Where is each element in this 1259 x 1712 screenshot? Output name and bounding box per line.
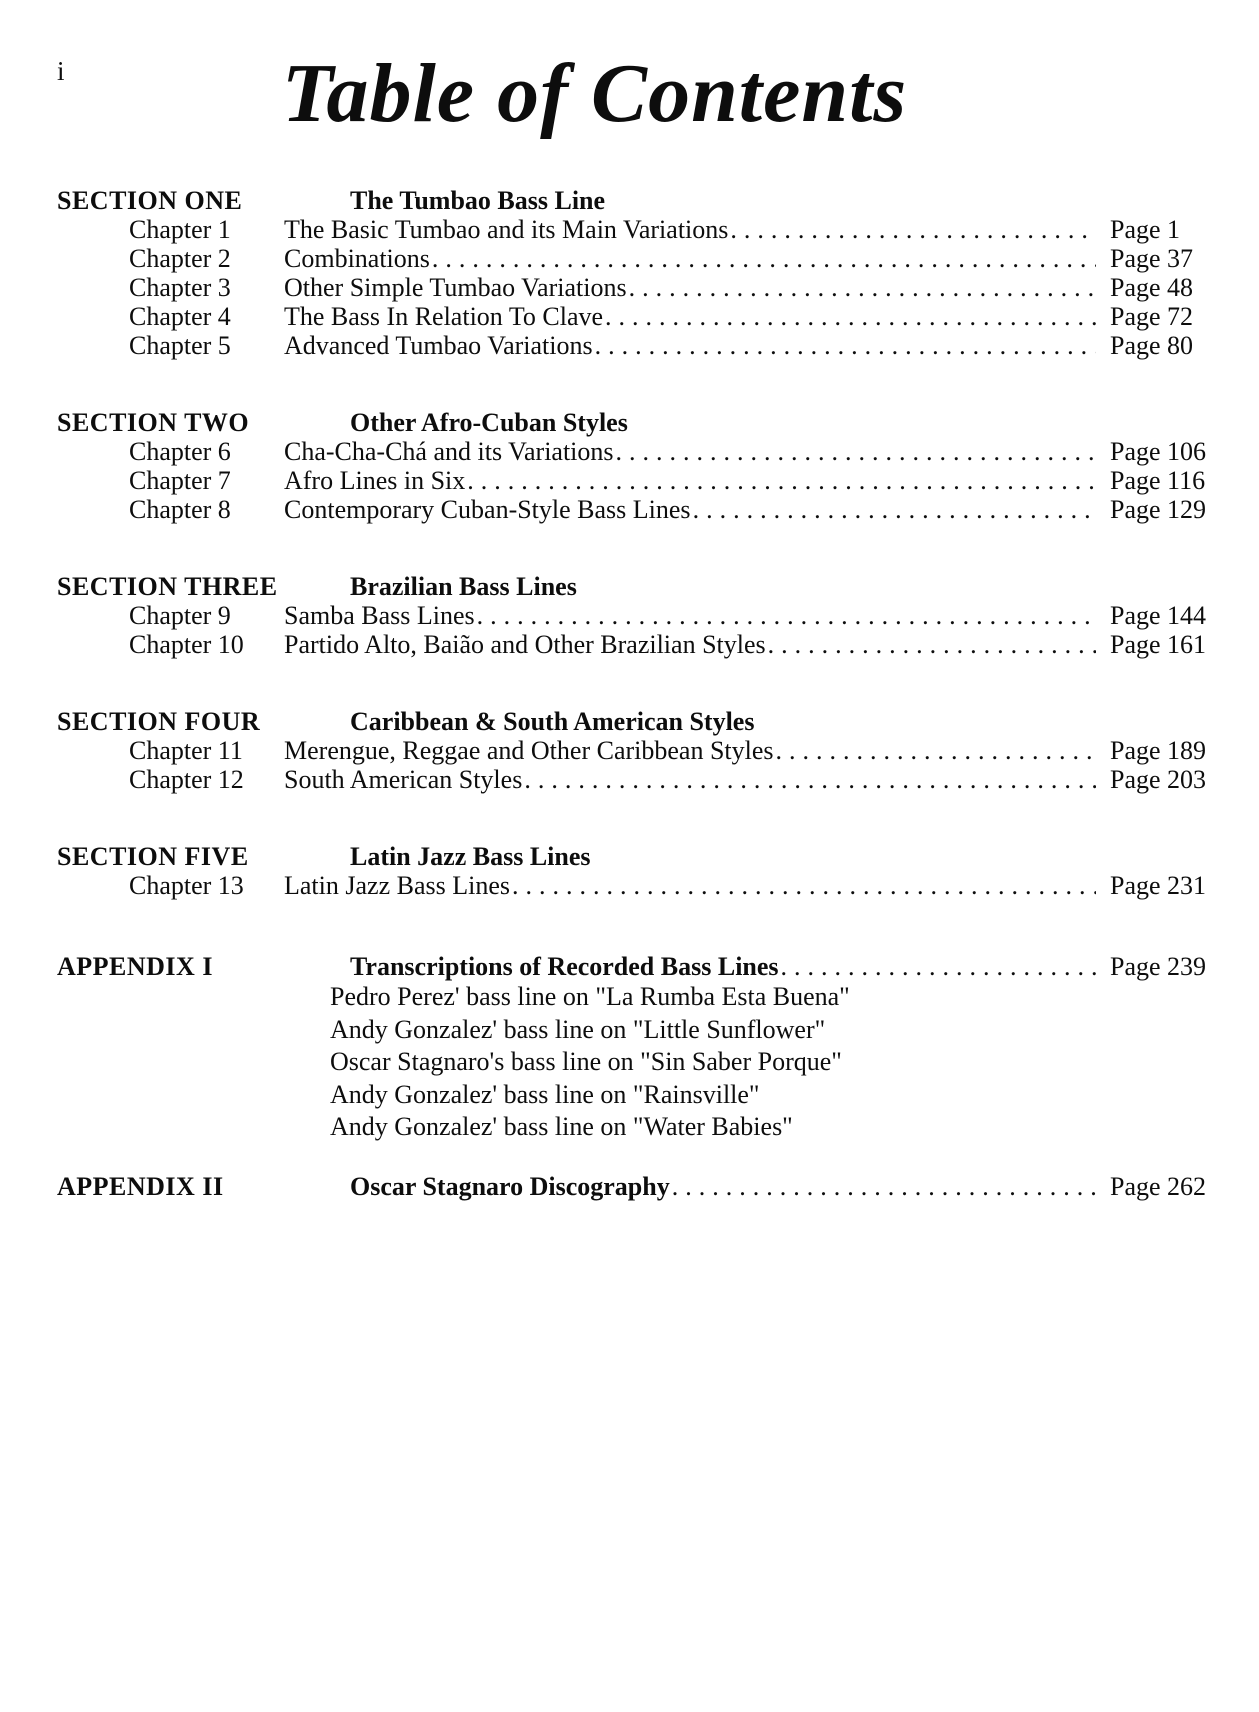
dot-leader	[524, 765, 1096, 794]
page-number: Page 129	[1110, 495, 1207, 524]
section-label: SECTION TWO	[57, 408, 250, 437]
toc-entry	[57, 630, 1210, 659]
page-number: Page 37	[1110, 244, 1194, 273]
chapter-title: South American Styles	[284, 765, 523, 794]
toc-entry	[57, 871, 1210, 900]
chapter-label: Chapter 4	[129, 302, 231, 331]
toc-section-four	[57, 707, 1210, 794]
chapter-label: Chapter 13	[129, 871, 244, 900]
chapter-title: Afro Lines in Six	[284, 466, 466, 495]
toc-entry	[57, 273, 1210, 302]
chapter-title: Latin Jazz Bass Lines	[284, 871, 510, 900]
section-heading: Caribbean & South American Styles	[350, 707, 755, 736]
dot-leader	[467, 466, 1096, 495]
chapter-label: Chapter 8	[129, 495, 231, 524]
chapter-title: Contemporary Cuban-Style Bass Lines	[284, 495, 691, 524]
section-label: SECTION THREE	[57, 572, 278, 601]
appendix-heading: Transcriptions of Recorded Bass Lines	[350, 952, 779, 981]
page-number: Page 262	[1110, 1171, 1207, 1201]
page-title: Table of Contents	[281, 47, 908, 140]
section-label: SECTION ONE	[57, 186, 243, 215]
section-heading: Latin Jazz Bass Lines	[350, 842, 591, 871]
transcription-item: Pedro Perez' bass line on "La Rumba Esta Buena"	[330, 982, 850, 1011]
toc-entry	[57, 437, 1210, 466]
page-number: Page 239	[1110, 952, 1207, 981]
page-number: Page 161	[1110, 630, 1207, 659]
dot-leader	[512, 871, 1096, 900]
appendix-heading: Oscar Stagnaro Discography	[350, 1171, 670, 1201]
chapter-title: Samba Bass Lines	[284, 601, 475, 630]
chapter-label: Chapter 12	[129, 765, 244, 794]
folio-page-number: i	[57, 56, 65, 86]
page-number: Page 189	[1110, 736, 1207, 765]
transcription-item: Andy Gonzalez' bass line on "Rainsville"	[330, 1079, 760, 1109]
toc-entry	[57, 495, 1210, 524]
chapter-label: Chapter 6	[129, 437, 231, 466]
dot-leader	[672, 1172, 1096, 1201]
dot-leader	[629, 273, 1096, 302]
dot-leader	[477, 601, 1096, 630]
section-heading: Brazilian Bass Lines	[350, 572, 577, 601]
chapter-title: Combinations	[284, 244, 430, 273]
chapter-title: Other Simple Tumbao Variations	[284, 273, 627, 302]
page-number: Page 231	[1110, 871, 1207, 900]
page-number: Page 1	[1110, 215, 1181, 244]
toc-entry	[57, 331, 1210, 360]
transcription-item: Andy Gonzalez' bass line on "Water Babies"	[330, 1112, 793, 1141]
dot-leader	[781, 952, 1096, 981]
section-header-row	[57, 408, 1210, 437]
dot-leader	[616, 437, 1096, 466]
section-label: SECTION FOUR	[57, 707, 261, 736]
section-label: SECTION FIVE	[57, 842, 249, 871]
chapter-label: Chapter 2	[129, 244, 231, 273]
dot-leader	[730, 215, 1096, 244]
page-number: Page 48	[1110, 273, 1194, 302]
chapter-label: Chapter 1	[129, 215, 231, 244]
chapter-title: Cha-Cha-Chá and its Variations	[284, 437, 614, 466]
dot-leader	[776, 736, 1096, 765]
toc-entry	[57, 302, 1210, 331]
section-header-row	[57, 707, 1210, 736]
section-header-row	[57, 186, 1210, 215]
chapter-title: Advanced Tumbao Variations	[284, 331, 593, 360]
toc-section-three	[57, 572, 1210, 659]
page-number: Page 72	[1110, 302, 1194, 331]
toc-entry	[57, 244, 1210, 273]
toc-entry	[57, 601, 1210, 630]
dot-leader	[693, 495, 1096, 524]
chapter-label: Chapter 3	[129, 273, 231, 302]
appendix-label: APPENDIX I	[57, 952, 213, 981]
chapter-label: Chapter 11	[129, 736, 243, 765]
page-number: Page 116	[1110, 466, 1206, 495]
page-number: Page 144	[1110, 601, 1207, 630]
section-header-row	[57, 572, 1210, 601]
dot-leader	[595, 331, 1096, 360]
chapter-label: Chapter 5	[129, 331, 231, 360]
table-of-contents	[0, 186, 1259, 1201]
toc-entry	[57, 765, 1210, 794]
toc-section-two	[57, 408, 1210, 524]
toc-entry	[57, 466, 1210, 495]
transcription-item: Oscar Stagnaro's bass line on "Sin Saber Porque"	[330, 1047, 842, 1076]
chapter-label: Chapter 9	[129, 601, 231, 630]
chapter-label: Chapter 10	[129, 630, 244, 659]
chapter-title: The Bass In Relation To Clave	[284, 302, 604, 331]
page-number: Page 203	[1110, 765, 1207, 794]
page-number: Page 106	[1110, 437, 1207, 466]
appendix-two	[57, 1172, 1210, 1201]
transcription-item: Andy Gonzalez' bass line on "Little Sunflower"	[330, 1014, 826, 1044]
toc-section-one	[57, 186, 1210, 360]
chapter-title: The Basic Tumbao and its Main Variations	[284, 215, 729, 244]
section-heading: Other Afro-Cuban Styles	[350, 408, 628, 437]
toc-section-five	[57, 842, 1210, 900]
toc-entry	[57, 736, 1210, 765]
section-header-row	[57, 842, 1210, 871]
appendix-header-row	[57, 952, 1210, 981]
appendix-one	[57, 952, 1210, 1144]
dot-leader	[432, 244, 1096, 273]
section-heading: The Tumbao Bass Line	[350, 186, 606, 215]
chapter-title: Merengue, Reggae and Other Caribbean Styles	[284, 736, 774, 765]
appendix-label: APPENDIX II	[57, 1171, 224, 1201]
appendix-header-row	[57, 1172, 1210, 1201]
chapter-title: Partido Alto, Baião and Other Brazilian Styles	[284, 630, 766, 659]
dot-leader	[768, 630, 1096, 659]
page-number: Page 80	[1110, 331, 1194, 360]
dot-leader	[605, 302, 1096, 331]
toc-entry	[57, 215, 1210, 244]
chapter-label: Chapter 7	[129, 466, 231, 495]
